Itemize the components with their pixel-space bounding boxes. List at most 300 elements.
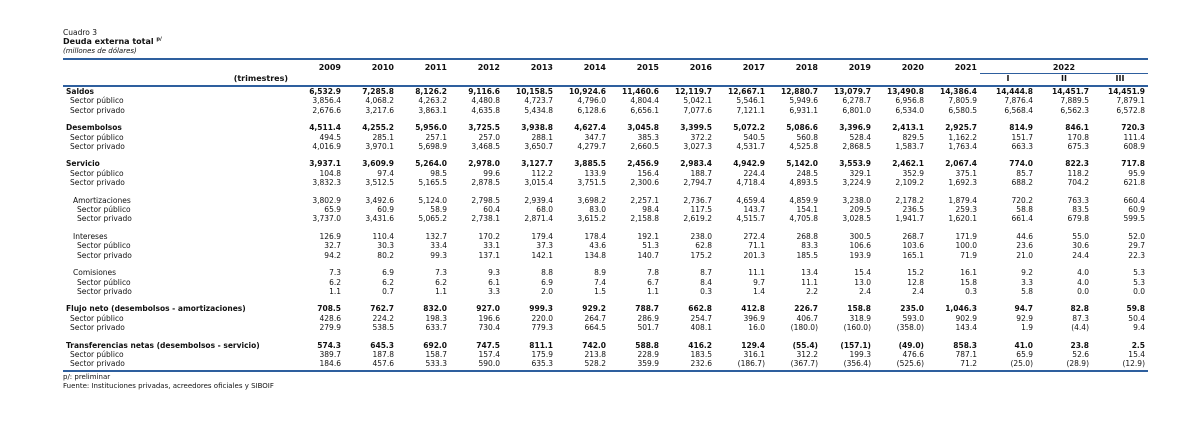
cell-value: 2.2	[806, 286, 818, 296]
cell-value: 1,620.1	[948, 214, 977, 224]
row-label: Transferencias netas (desembolsos - servicio)	[66, 340, 260, 350]
cell-value: 3,224.9	[842, 178, 871, 188]
cell-value: 0.3	[700, 286, 712, 296]
cell-value: 3,553.9	[839, 159, 871, 169]
cell-value: 65.9	[1016, 349, 1033, 359]
cell-value: 6,801.0	[842, 105, 871, 115]
cell-value: 5,086.6	[786, 123, 818, 133]
year-header: 2009	[291, 59, 344, 74]
cell-value: 2,736.7	[683, 195, 712, 205]
cell-value: 51.3	[642, 241, 659, 251]
cell-value: 71.2	[927, 359, 980, 370]
table-row	[63, 241, 1148, 250]
cell-value: 3,937.1	[309, 159, 341, 169]
cell-value: 5,065.2	[418, 214, 447, 224]
cell-value: 720.3	[1121, 123, 1145, 133]
cell-value: 4,531.7	[736, 142, 765, 152]
cell-value: 60.4	[483, 205, 500, 215]
cell-value: 1,046.3	[945, 304, 977, 314]
cell-value: 238.0	[690, 231, 712, 241]
row-label: Sector privado	[70, 323, 125, 333]
cell-value: 7,285.8	[362, 87, 394, 96]
cell-value: 71.1	[748, 241, 765, 251]
cell-value: 6,931.1	[789, 105, 818, 115]
cell-value: 175.9	[531, 349, 553, 359]
cell-value: 24.4	[1072, 250, 1089, 260]
cell-value: 3,045.8	[627, 123, 659, 133]
cell-value: 9.2	[1021, 268, 1033, 278]
row-label: Sector privado	[70, 142, 125, 152]
cell-value: 158.7	[425, 349, 447, 359]
cell-value: 94.7	[1014, 304, 1033, 314]
cell-value: 3,238.0	[842, 195, 871, 205]
cell-value: 4,515.7	[736, 214, 765, 224]
cell-value: 6,656.1	[630, 105, 659, 115]
cell-value: 92.9	[1016, 313, 1033, 323]
cell-value: 2,067.4	[945, 159, 977, 169]
cell-value: 83.3	[801, 241, 818, 251]
cell-value: 52.0	[1128, 231, 1145, 241]
table-row	[63, 159, 1148, 168]
cell-value: 2,257.1	[630, 195, 659, 205]
cell-value: 2,738.1	[471, 214, 500, 224]
cell-value: 5,949.6	[789, 96, 818, 106]
cell-value: 94.2	[324, 250, 341, 260]
cell-value: 375.1	[955, 168, 977, 178]
cell-value: 98.5	[430, 168, 447, 178]
cell-value: 9,116.6	[468, 87, 500, 96]
cell-value: 87.3	[1072, 313, 1089, 323]
cell-value: 3,512.5	[365, 178, 394, 188]
cell-value: 60.9	[377, 205, 394, 215]
table-row	[63, 251, 1148, 260]
cell-value: 235.0	[900, 304, 924, 314]
cell-value: 7.4	[594, 277, 606, 287]
cell-value: 111.4	[1123, 132, 1145, 142]
cell-value: 3,027.3	[683, 142, 712, 152]
row-label: Sector público	[77, 241, 131, 251]
cell-value: 1.5	[594, 286, 606, 296]
cell-value: 5,698.9	[418, 142, 447, 152]
cell-value: 3,399.5	[680, 123, 712, 133]
cell-value: 55.0	[1072, 231, 1089, 241]
cell-value: 7,121.1	[736, 105, 765, 115]
cell-value: 7,889.5	[1060, 96, 1089, 106]
table-row	[63, 205, 1148, 214]
cell-value: 16.0	[748, 323, 765, 333]
cell-value: 4,718.4	[736, 178, 765, 188]
cell-value: (525.6)	[874, 359, 927, 370]
cell-value: 142.1	[531, 250, 553, 260]
cell-value: 43.6	[589, 241, 606, 251]
row-label: Sector público	[70, 168, 124, 178]
cell-value: (55.4)	[792, 340, 818, 350]
cell-value: 822.3	[1065, 159, 1089, 169]
cell-value: 4,263.2	[418, 96, 447, 106]
cell-value: 32.7	[324, 241, 341, 251]
row-label: Sector privado	[77, 250, 132, 260]
cell-value: 133.9	[584, 168, 606, 178]
cell-value: 257.1	[425, 132, 447, 142]
cell-value: 3,396.9	[839, 123, 871, 133]
cell-value: 457.6	[344, 359, 397, 370]
footnote-source: Fuente: Instituciones privadas, acreedores oficiales y SIBOIF	[63, 382, 274, 391]
cell-value: 1.4	[753, 286, 765, 296]
cell-value: 3,725.5	[468, 123, 500, 133]
row-label: Saldos	[66, 87, 95, 96]
table-container	[63, 28, 1145, 391]
cell-value: (28.9)	[1036, 359, 1092, 370]
cell-value: 704.2	[1067, 178, 1089, 188]
table-row	[63, 350, 1148, 359]
cell-value: 13.4	[801, 268, 818, 278]
cell-value: 2,925.7	[945, 123, 977, 133]
cell-value: 494.5	[319, 132, 341, 142]
cell-value: 4,859.9	[789, 195, 818, 205]
cell-value: 5,142.0	[786, 159, 818, 169]
cell-value: 226.7	[794, 304, 818, 314]
cell-value: 5.8	[1021, 286, 1033, 296]
cell-value: 175.2	[690, 250, 712, 260]
cell-value: 29.7	[1128, 241, 1145, 251]
year-header: 2010	[344, 59, 397, 74]
year-header: 2016	[662, 59, 715, 74]
cell-value: 179.4	[531, 231, 553, 241]
cell-value: (157.1)	[840, 340, 871, 350]
cell-value: 15.2	[907, 268, 924, 278]
cell-value: 171.9	[955, 231, 977, 241]
cell-value: 6,956.8	[895, 96, 924, 106]
cell-value: 99.3	[430, 250, 447, 260]
cell-value: 1,162.2	[948, 132, 977, 142]
table-row	[63, 96, 1148, 105]
cell-value: 6,562.3	[1060, 105, 1089, 115]
cell-value: 2.0	[541, 286, 553, 296]
cell-value: 3,468.5	[471, 142, 500, 152]
cell-value: 272.4	[743, 231, 765, 241]
cell-value: 6,534.0	[895, 105, 924, 115]
cell-value: 178.4	[584, 231, 606, 241]
cell-value: 10,924.6	[568, 87, 606, 96]
cell-value: 720.2	[1011, 195, 1033, 205]
cell-value: 3,751.5	[577, 178, 606, 188]
cell-value: 268.7	[902, 231, 924, 241]
cell-value: 2,660.5	[630, 142, 659, 152]
cell-value: 6,532.9	[309, 87, 341, 96]
cell-value: 408.1	[690, 323, 712, 333]
cell-value: 6.2	[435, 277, 447, 287]
cell-value: (356.4)	[821, 359, 874, 370]
cell-value: 134.8	[584, 250, 606, 260]
cell-value: 99.6	[483, 168, 500, 178]
cell-value: 118.2	[1067, 168, 1089, 178]
table-row	[63, 123, 1148, 132]
cell-value: 2,619.2	[683, 214, 712, 224]
cell-value: 5,264.0	[415, 159, 447, 169]
cell-value: 675.3	[1067, 142, 1089, 152]
cell-value: 184.6	[291, 359, 344, 370]
footnote-preliminary: p/: preliminar	[63, 372, 111, 381]
cell-value: 2,978.0	[468, 159, 500, 169]
cell-value: 257.0	[478, 132, 500, 142]
cell-value: 30.3	[377, 241, 394, 251]
cell-value: 3,698.2	[577, 195, 606, 205]
spacer-row	[63, 296, 1148, 304]
cell-value: 85.7	[1016, 168, 1033, 178]
cell-value: 3,856.4	[312, 96, 341, 106]
cell-value: 6,128.6	[577, 105, 606, 115]
cell-value: 209.5	[849, 205, 871, 215]
cell-value: 416.2	[688, 340, 712, 350]
cell-value: 679.8	[1067, 214, 1089, 224]
cell-value: 5,072.2	[733, 123, 765, 133]
cell-value: 4,279.7	[577, 142, 606, 152]
cell-value: 2,983.4	[680, 159, 712, 169]
table-row	[63, 214, 1148, 223]
table-row	[63, 287, 1148, 296]
cell-value: 12,667.1	[727, 87, 765, 96]
cell-value: 1,941.7	[895, 214, 924, 224]
cell-value: 533.3	[397, 359, 450, 370]
title-footnote-mark: p/	[156, 36, 162, 43]
cell-value: 170.8	[1067, 132, 1089, 142]
cell-value: 2.5	[1131, 340, 1145, 350]
cell-value: 2,158.8	[630, 214, 659, 224]
cell-value: 0.3	[965, 286, 977, 296]
cell-value: 248.5	[796, 168, 818, 178]
cell-value: (358.0)	[896, 323, 924, 333]
cell-value: (180.0)	[790, 323, 818, 333]
cell-value: 14,444.8	[995, 87, 1033, 96]
table-title-text: Deuda externa total	[63, 37, 154, 46]
cell-value: 187.8	[372, 349, 394, 359]
cell-value: 4,480.8	[471, 96, 500, 106]
cell-value: 501.7	[637, 323, 659, 333]
cell-value: 12,119.7	[674, 87, 712, 96]
cell-value: 312.2	[796, 349, 818, 359]
cell-value: 2,676.6	[312, 105, 341, 115]
cell-value: 22.3	[1128, 250, 1145, 260]
cell-value: (160.0)	[843, 323, 871, 333]
cell-value: 224.4	[743, 168, 765, 178]
cell-value: 100.0	[955, 241, 977, 251]
cell-value: 347.7	[584, 132, 606, 142]
cell-value: 832.0	[423, 304, 447, 314]
cell-value: 236.5	[902, 205, 924, 215]
cell-value: 9.7	[753, 277, 765, 287]
cell-value: 188.7	[690, 168, 712, 178]
row-label: Desembolsos	[66, 123, 122, 133]
cell-value: 4,893.5	[789, 178, 818, 188]
cell-value: 4,525.8	[789, 142, 818, 152]
cell-value: 82.8	[1070, 304, 1089, 314]
cell-value: 1,583.7	[895, 142, 924, 152]
cell-value: 663.3	[1011, 142, 1033, 152]
cell-value: 6,568.4	[1004, 105, 1033, 115]
cell-value: 41.0	[1014, 340, 1033, 350]
cell-value: 6.9	[541, 277, 553, 287]
cell-value: 6,278.7	[842, 96, 871, 106]
cell-value: 7,805.9	[948, 96, 977, 106]
cell-value: 4,016.9	[312, 142, 341, 152]
cell-value: 106.6	[849, 241, 871, 251]
cell-value: 3,615.2	[577, 214, 606, 224]
cell-value: 730.4	[478, 323, 500, 333]
cell-value: (4.4)	[1071, 323, 1089, 333]
cell-value: 9.4	[1133, 323, 1145, 333]
cell-value: 30.6	[1072, 241, 1089, 251]
cell-value: 8.9	[594, 268, 606, 278]
cell-value: 104.8	[319, 168, 341, 178]
year-header: 2014	[556, 59, 609, 74]
cell-value: 14,451.9	[1107, 87, 1145, 96]
cell-value: 2,462.1	[892, 159, 924, 169]
cell-value: 1.1	[329, 286, 341, 296]
table-row	[63, 278, 1148, 287]
cell-value: 574.3	[317, 340, 341, 350]
cell-value: 10,158.5	[515, 87, 553, 96]
cell-value: 742.0	[582, 340, 606, 350]
cell-value: 412.8	[741, 304, 765, 314]
cell-value: 5,956.0	[415, 123, 447, 133]
cell-value: 927.0	[476, 304, 500, 314]
cell-value: 1,763.4	[948, 142, 977, 152]
cell-value: 811.1	[529, 340, 553, 350]
cell-value: 528.2	[556, 359, 609, 370]
table-row	[63, 142, 1148, 151]
cell-value: 11,460.6	[621, 87, 659, 96]
cell-value: 6,572.8	[1116, 105, 1145, 115]
header-corner	[63, 59, 291, 74]
cell-value: 3,431.6	[365, 214, 394, 224]
cell-value: (49.0)	[898, 340, 924, 350]
cell-value: 599.5	[1123, 214, 1145, 224]
table-row	[63, 323, 1148, 332]
cell-value: 2,456.9	[627, 159, 659, 169]
cell-value: 140.7	[637, 250, 659, 260]
cell-value: 590.0	[450, 359, 503, 370]
cell-value: 98.4	[642, 205, 659, 215]
cell-value: 6.2	[329, 277, 341, 287]
year-header: 2019	[821, 59, 874, 74]
header-row-years	[63, 59, 1148, 74]
cell-value: 3,863.1	[418, 105, 447, 115]
table-row	[63, 268, 1148, 277]
cell-value: 4,255.2	[362, 123, 394, 133]
cell-value: 846.1	[1065, 123, 1089, 133]
cell-value: 14,451.7	[1051, 87, 1089, 96]
cell-value: 788.7	[635, 304, 659, 314]
cell-value: 2,871.4	[524, 214, 553, 224]
quarter-header: III	[1092, 74, 1148, 87]
cell-value: (25.0)	[980, 359, 1036, 370]
cell-value: 13,079.7	[833, 87, 871, 96]
cell-value: 7,077.6	[683, 105, 712, 115]
cell-value: 59.8	[1126, 304, 1145, 314]
cell-value: 528.4	[849, 132, 871, 142]
cell-value: 372.2	[690, 132, 712, 142]
cell-value: 254.7	[690, 313, 712, 323]
cell-value: 540.5	[743, 132, 765, 142]
cell-value: 999.3	[529, 304, 553, 314]
cell-value: 476.6	[902, 349, 924, 359]
cell-value: 220.0	[531, 313, 553, 323]
row-label: Sector privado	[77, 214, 132, 224]
cell-value: 33.1	[483, 241, 500, 251]
cell-value: 3,127.7	[521, 159, 553, 169]
year-header: 2018	[768, 59, 821, 74]
cell-value: 692.0	[423, 340, 447, 350]
row-label: Sector público	[77, 205, 131, 215]
cell-value: 58.9	[430, 205, 447, 215]
cell-value: 4,796.0	[577, 96, 606, 106]
cell-value: (186.7)	[715, 359, 768, 370]
row-label: Servicio	[66, 159, 100, 169]
cell-value: 2.4	[912, 286, 924, 296]
cell-value: 858.3	[953, 340, 977, 350]
cell-value: 763.3	[1067, 195, 1089, 205]
cell-value: 8,126.2	[415, 87, 447, 96]
cell-value: 52.6	[1072, 349, 1089, 359]
cell-value: 12,880.7	[780, 87, 818, 96]
cell-value: 11.1	[801, 277, 818, 287]
cell-value: 95.9	[1128, 168, 1145, 178]
cell-value: 5,042.1	[683, 96, 712, 106]
cell-value: 3,028.5	[842, 214, 871, 224]
cell-value: 198.3	[425, 313, 447, 323]
table-row	[63, 106, 1148, 115]
cell-value: 588.8	[635, 340, 659, 350]
cell-value: 6.1	[488, 277, 500, 287]
spacer-row	[63, 260, 1148, 268]
cell-value: 3,970.1	[365, 142, 394, 152]
cell-value: 58.8	[1016, 205, 1033, 215]
cell-value: 15.8	[960, 277, 977, 287]
table-row	[63, 169, 1148, 178]
cell-value: 2,178.2	[895, 195, 924, 205]
quarter-header: I	[980, 74, 1036, 87]
row-label: Comisiones	[73, 268, 117, 278]
table-row	[63, 314, 1148, 323]
table-row	[63, 196, 1148, 205]
year-header: 2013	[503, 59, 556, 74]
year-header: 2012	[450, 59, 503, 74]
cell-value: 316.1	[743, 349, 765, 359]
year-header: 2011	[397, 59, 450, 74]
cell-value: 660.4	[1123, 195, 1145, 205]
cell-value: 151.7	[1011, 132, 1033, 142]
cell-value: 7.3	[435, 268, 447, 278]
year-header: 2015	[609, 59, 662, 74]
row-label: Sector público	[70, 349, 124, 359]
table-row	[63, 232, 1148, 241]
cell-value: 929.2	[582, 304, 606, 314]
cell-value: 143.7	[743, 205, 765, 215]
cell-value: 4,804.4	[630, 96, 659, 106]
cell-value: 5.3	[1133, 277, 1145, 287]
cell-value: 3,802.9	[312, 195, 341, 205]
cell-value: 1.1	[647, 286, 659, 296]
cell-value: 2,868.5	[842, 142, 871, 152]
cell-value: 747.5	[476, 340, 500, 350]
cell-value: 132.7	[425, 231, 447, 241]
cell-value: 538.5	[372, 323, 394, 333]
spacer-row	[63, 151, 1148, 159]
cell-value: 4,705.8	[789, 214, 818, 224]
cell-value: 2,109.2	[895, 178, 924, 188]
cell-value: 9.3	[488, 268, 500, 278]
cell-value: 4,942.9	[733, 159, 765, 169]
